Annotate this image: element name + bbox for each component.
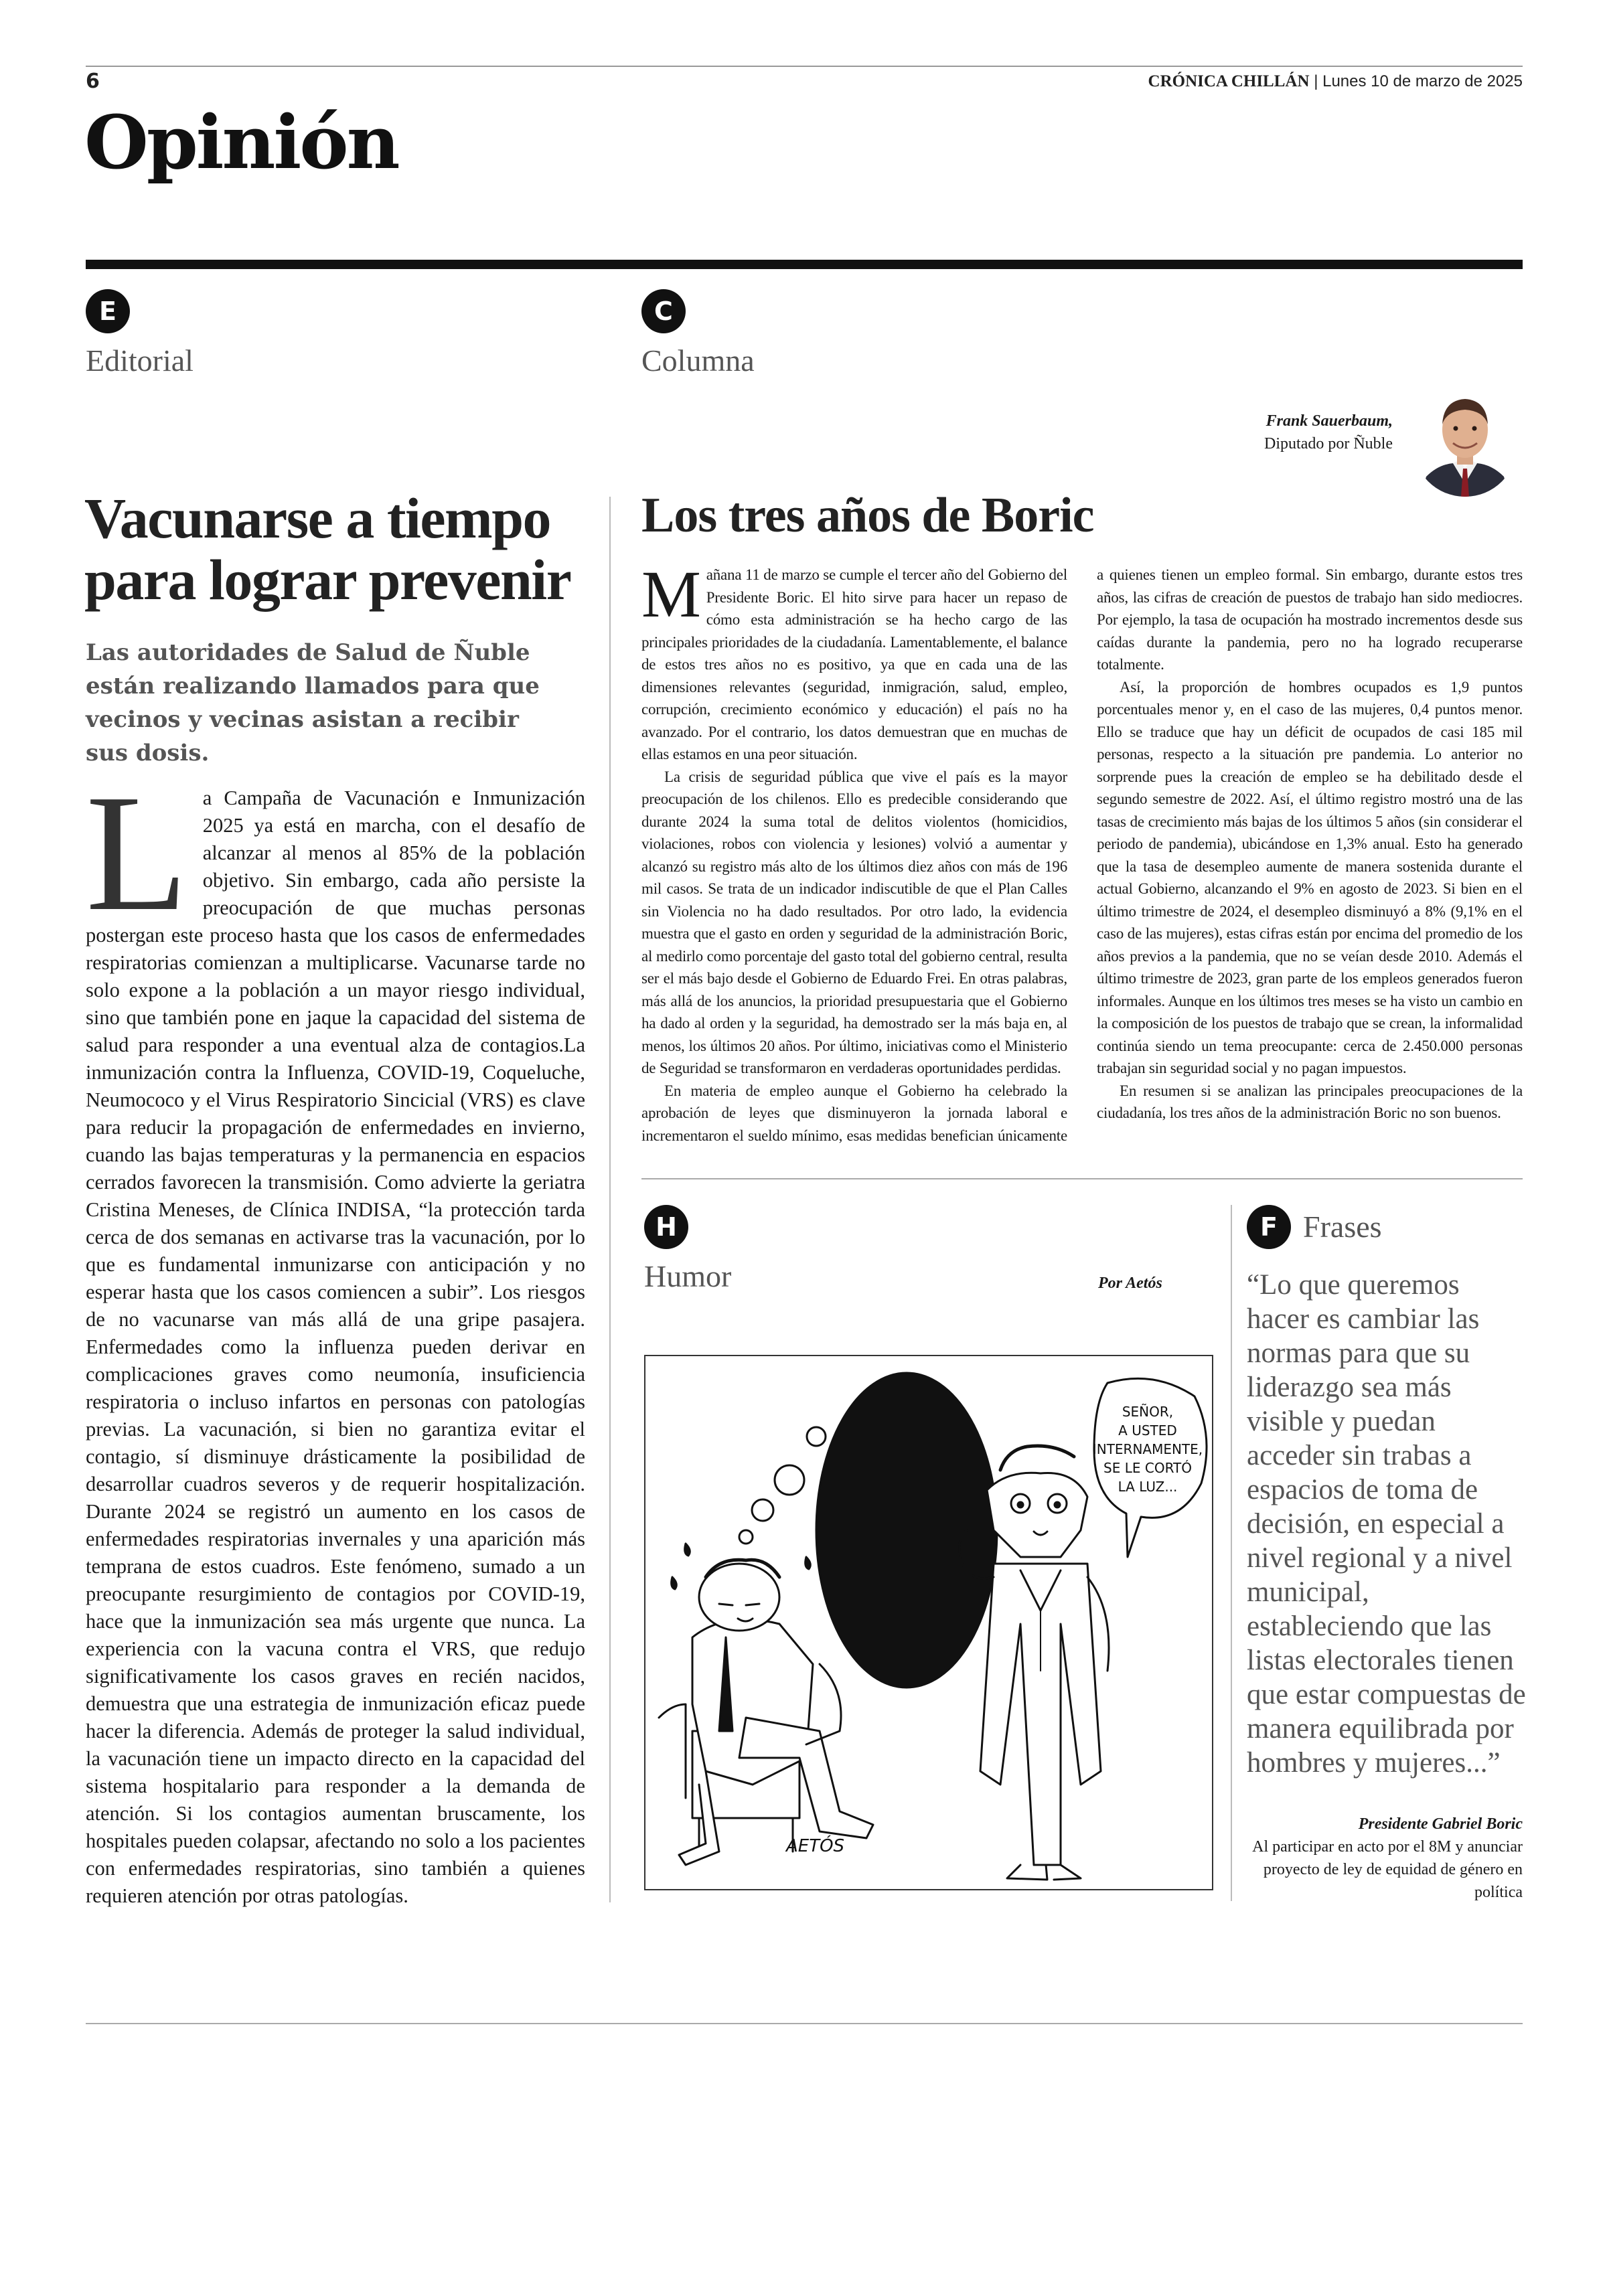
columna-paragraph [641,564,1067,766]
editorial-deck: Las autoridades de Salud de Ñuble están realizando llamados para que vecinos y vecinas asistan a recibir sus dosis. [86,639,540,766]
editorial-body [86,785,585,1909]
speech-line-3: INTERNAMENTE, [1092,1441,1203,1457]
humor-badge: H [644,1205,688,1249]
columna-bottom-rule [641,1178,1523,1179]
issue-date: Lunes 10 de marzo de 2025 [1322,72,1523,90]
frases-quote: “Lo que queremos hacer es cambiar las normas para que su liderazgo sea más visible y puedan acceder sin trabas a espacios de toma de decisión, en especial a nivel regional y a nivel municipal, estableciendo que las listas electorales tienen que estar compuestas de manera equilibrada por hombres y mujeres...” [1247,1269,1526,1779]
editorial-body-text: a Campaña de Vacunación e Inmunización 2025 ya está en marcha, con el desafío de alcanzar al menos al 85% de la población objetivo. Sin embargo, cada año persiste la preocupación de que muchas personas postergan este proceso hasta que los casos de enfermedades respiratorias comienzan a multiplicarse. Vacunarse tarde no solo expone a la población a un mayor riesgo individual, sino que también pone en jaque la capacidad del sistema de salud para responder a una eventual alza de contagios.La inmunización contra la Influenza, COVID-19, Coqueluche, Neumococo y el Virus Respiratorio Sincicial (VRS) es clave para reducir la propagación de enfermedades en invierno, cuando las bajas temperaturas y la permanencia en espacios cerrados favorecen la transmisión. Como advierte la geriatra Cristina Meneses, de Clínica INDISA, “la protección tarda cerca de dos semanas en activarse tras la vacunación, por lo que es fundamental inmunizarse con anticipación y no esperar hasta que los casos comiencen a subir”. Los riesgos de no vacunarse van más allá de una gripe pasajera. Enfermedades como la influenza pueden derivar en complicaciones graves como neumonía, insuficiencia respiratoria o incluso infartos en personas con patologías previas. La vacunación, si bien no garantiza evitar el contagio, sí disminuye drásticamente la posibilidad de desarrollar cuadros severos y de requerir hospitalización. Durante 2024 se registró un aumento en los casos de enfermedades respiratorias invernales y una aparición más temprana de estos cuadros. Este fenómeno, sumado a un preocupante resurgimiento de contagios por COVID-19, hace que la inmunización sea más urgente que nunca. La experiencia con la vacuna contra el VRS, que redujo significativamente los casos graves en recién nacidos, demuestra que una estrategia de inmunización eficaz puede hacer la diferencia. Además de proteger la salud individual, la vacunación tiene un impacto directo en la capacidad del sistema hospitalario para responder a la demanda de atención. Si los contagios aumentan bruscamente, los hospitales pueden colapsar, afectando no solo a los pacientes con enfermedades respiratorias, sino también a quienes requieren atención por otras patologías. [86,787,585,1907]
columna-paragraph: En resumen si se analizan las principales preocupaciones de la ciudadanía, los tres años de la administración Boric no son buenos. [1097,1082,1523,1121]
columna-paragraph-text: añana 11 de marzo se cumple el tercer año del Gobierno del Presidente Boric. El hito sirve para hacer un repaso de cómo esta administración se ha hecho cargo de las principales prioridades de la ciudadanía. Lamentablemente, el balance de estos tres años no es positivo, ya que en cada una de las dimensiones relevantes (seguridad, inmigración, salud, empleo, corrupción, crecimiento económico y educación) el país no ha avanzado. Por el contrario, los datos demuestran que en muchas de ellas estamos en una peor situación. [641,566,1067,762]
author-portrait [1411,383,1519,505]
quote-attribution [1215,1813,1523,1904]
author-title: Diputado por Ñuble [1264,435,1393,453]
bottom-rule [86,2023,1523,2024]
columna-paragraph: Así, la proporción de hombres ocupados es 1,9 puntos porcentuales menor y, en el caso de las mujeres, 0,4 puntos menor. Ello se traduce que hay un déficit de ocupados de casi 185 mil personas, respecto a la situación pre pandemia. Lo anterior no sorprende pues la creación de empleo se ha debilitado desde el segundo semestre de 2022. Así, el último registro mostró una de las tasas de crecimiento más bajas de los últimos 5 años (sin considerar el periodo de pandemia), ubicándose en 1,3% anual. Esto ha generado que la tasa de desempleo aumente de manera sostenida durante el actual Gobierno, alcanzando el 9% en agosto de 2023. Si bien en el último trimestre de 2024, el desempleo disminuyó a 8% (9,1% en el caso de las mujeres), estas cifras están por encima del promedio de los años previos a la pandemia, que no se veían desde 2010. Además el último trimestre de 2023, gran parte de los empleos generados fueron informales. Aunque en los últimos tres meses se ha visto un cambio en la composición de los puestos de trabajo que se crean, la informalidad continúa siendo un tema preocupante: cerca de 2.450.000 personas trabajan sin seguridad social y no pagan impuestos. [1097,678,1523,1076]
quote-context: Al participar en acto por el 8M y anunciar proyecto de ley de equidad de género en política [1252,1838,1523,1901]
columna-body [641,564,1523,1166]
top-rule [86,66,1523,67]
columna-paragraph: En materia de empleo aunque el Gobierno ha celebrado la aprobación de leyes que disminuyeron la jornada laboral e incrementaron el sueldo mínimo, esas medidas benefician únicamente a quienes tienen un empleo formal. Sin embargo, durante estos tres años, las cifras de creación de puestos de trabajo han sido mediocres. Por ejemplo, la tasa de ocupación ha mostrado incrementos desde sus caídas durante la pandemia, pero no ha logrado recuperarse totalmente. [641,566,1523,1144]
author-byline [1264,410,1393,455]
editorial-headline: Vacunarse a tiempo para lograr prevenir [84,486,571,612]
page-number: 6 [86,70,100,93]
editorial-kicker: Editorial [86,343,194,378]
speech-line-5: LA LUZ... [1118,1479,1178,1495]
section-title: Opinión [84,99,398,185]
editorial-badge: E [86,289,130,333]
speech-line-1: SEÑOR, [1122,1404,1174,1420]
columna-badge: C [641,289,686,333]
columna-headline: Los tres años de Boric [641,488,1094,543]
column-divider [609,497,611,1902]
speech-line-4: SE LE CORTÓ [1103,1460,1192,1476]
publication-name: CRÓNICA CHILLÁN [1148,72,1310,90]
speech-line-2: A USTED [1118,1422,1177,1439]
editorial-dropcap: L [86,785,188,946]
cartoon-illustration [645,1356,1212,1889]
humor-cartoon [644,1355,1213,1890]
cartoonist-signature: AETÓS [786,1836,845,1856]
columna-kicker: Columna [641,343,755,378]
author-name: Frank Sauerbaum, [1266,412,1393,430]
section-rule [86,260,1523,269]
frases-kicker: Frases [1303,1210,1382,1244]
cartoon-byline: Por Aetós [1098,1275,1162,1292]
frases-divider [1231,1205,1232,1901]
columna-paragraph: La crisis de seguridad pública que vive el país es la mayor preocupación de los chilenos. Ello es predecible considerando que durante 2024 la suma total de delitos violentos (homicidios, violaciones, robos con violencia y lesiones) volvió a aumentar y alcanzó su registro más alto de los últimos diez años con más de 196 mil casos. Se trata de un indicador indiscutible de que el Plan Calles sin Violencia no ha dado resultados. Por otro lado, la evidencia muestra que el gasto en orden y seguridad de la administración Boric, al medirlo como porcentaje del gasto total del gobierno central, resulta ser el más bajo desde el Gobierno de Eduardo Frei. En otras palabras, más allá de los anuncios, la prioridad presupuestaria que el Gobierno ha dado al orden y la seguridad, ha demostrado ser la más baja en, al menos, los últimos 20 años. Por último, iniciativas como el Ministerio de Seguridad se transformaron en verdaderas oportunidades perdidas. [641,768,1067,1076]
humor-kicker: Humor [644,1259,732,1293]
frases-badge: F [1247,1205,1291,1249]
quote-author: Presidente Gabriel Boric [1358,1815,1523,1833]
masthead-info [1148,72,1523,91]
columna-dropcap: M [641,564,701,631]
separator: | [1314,72,1318,90]
